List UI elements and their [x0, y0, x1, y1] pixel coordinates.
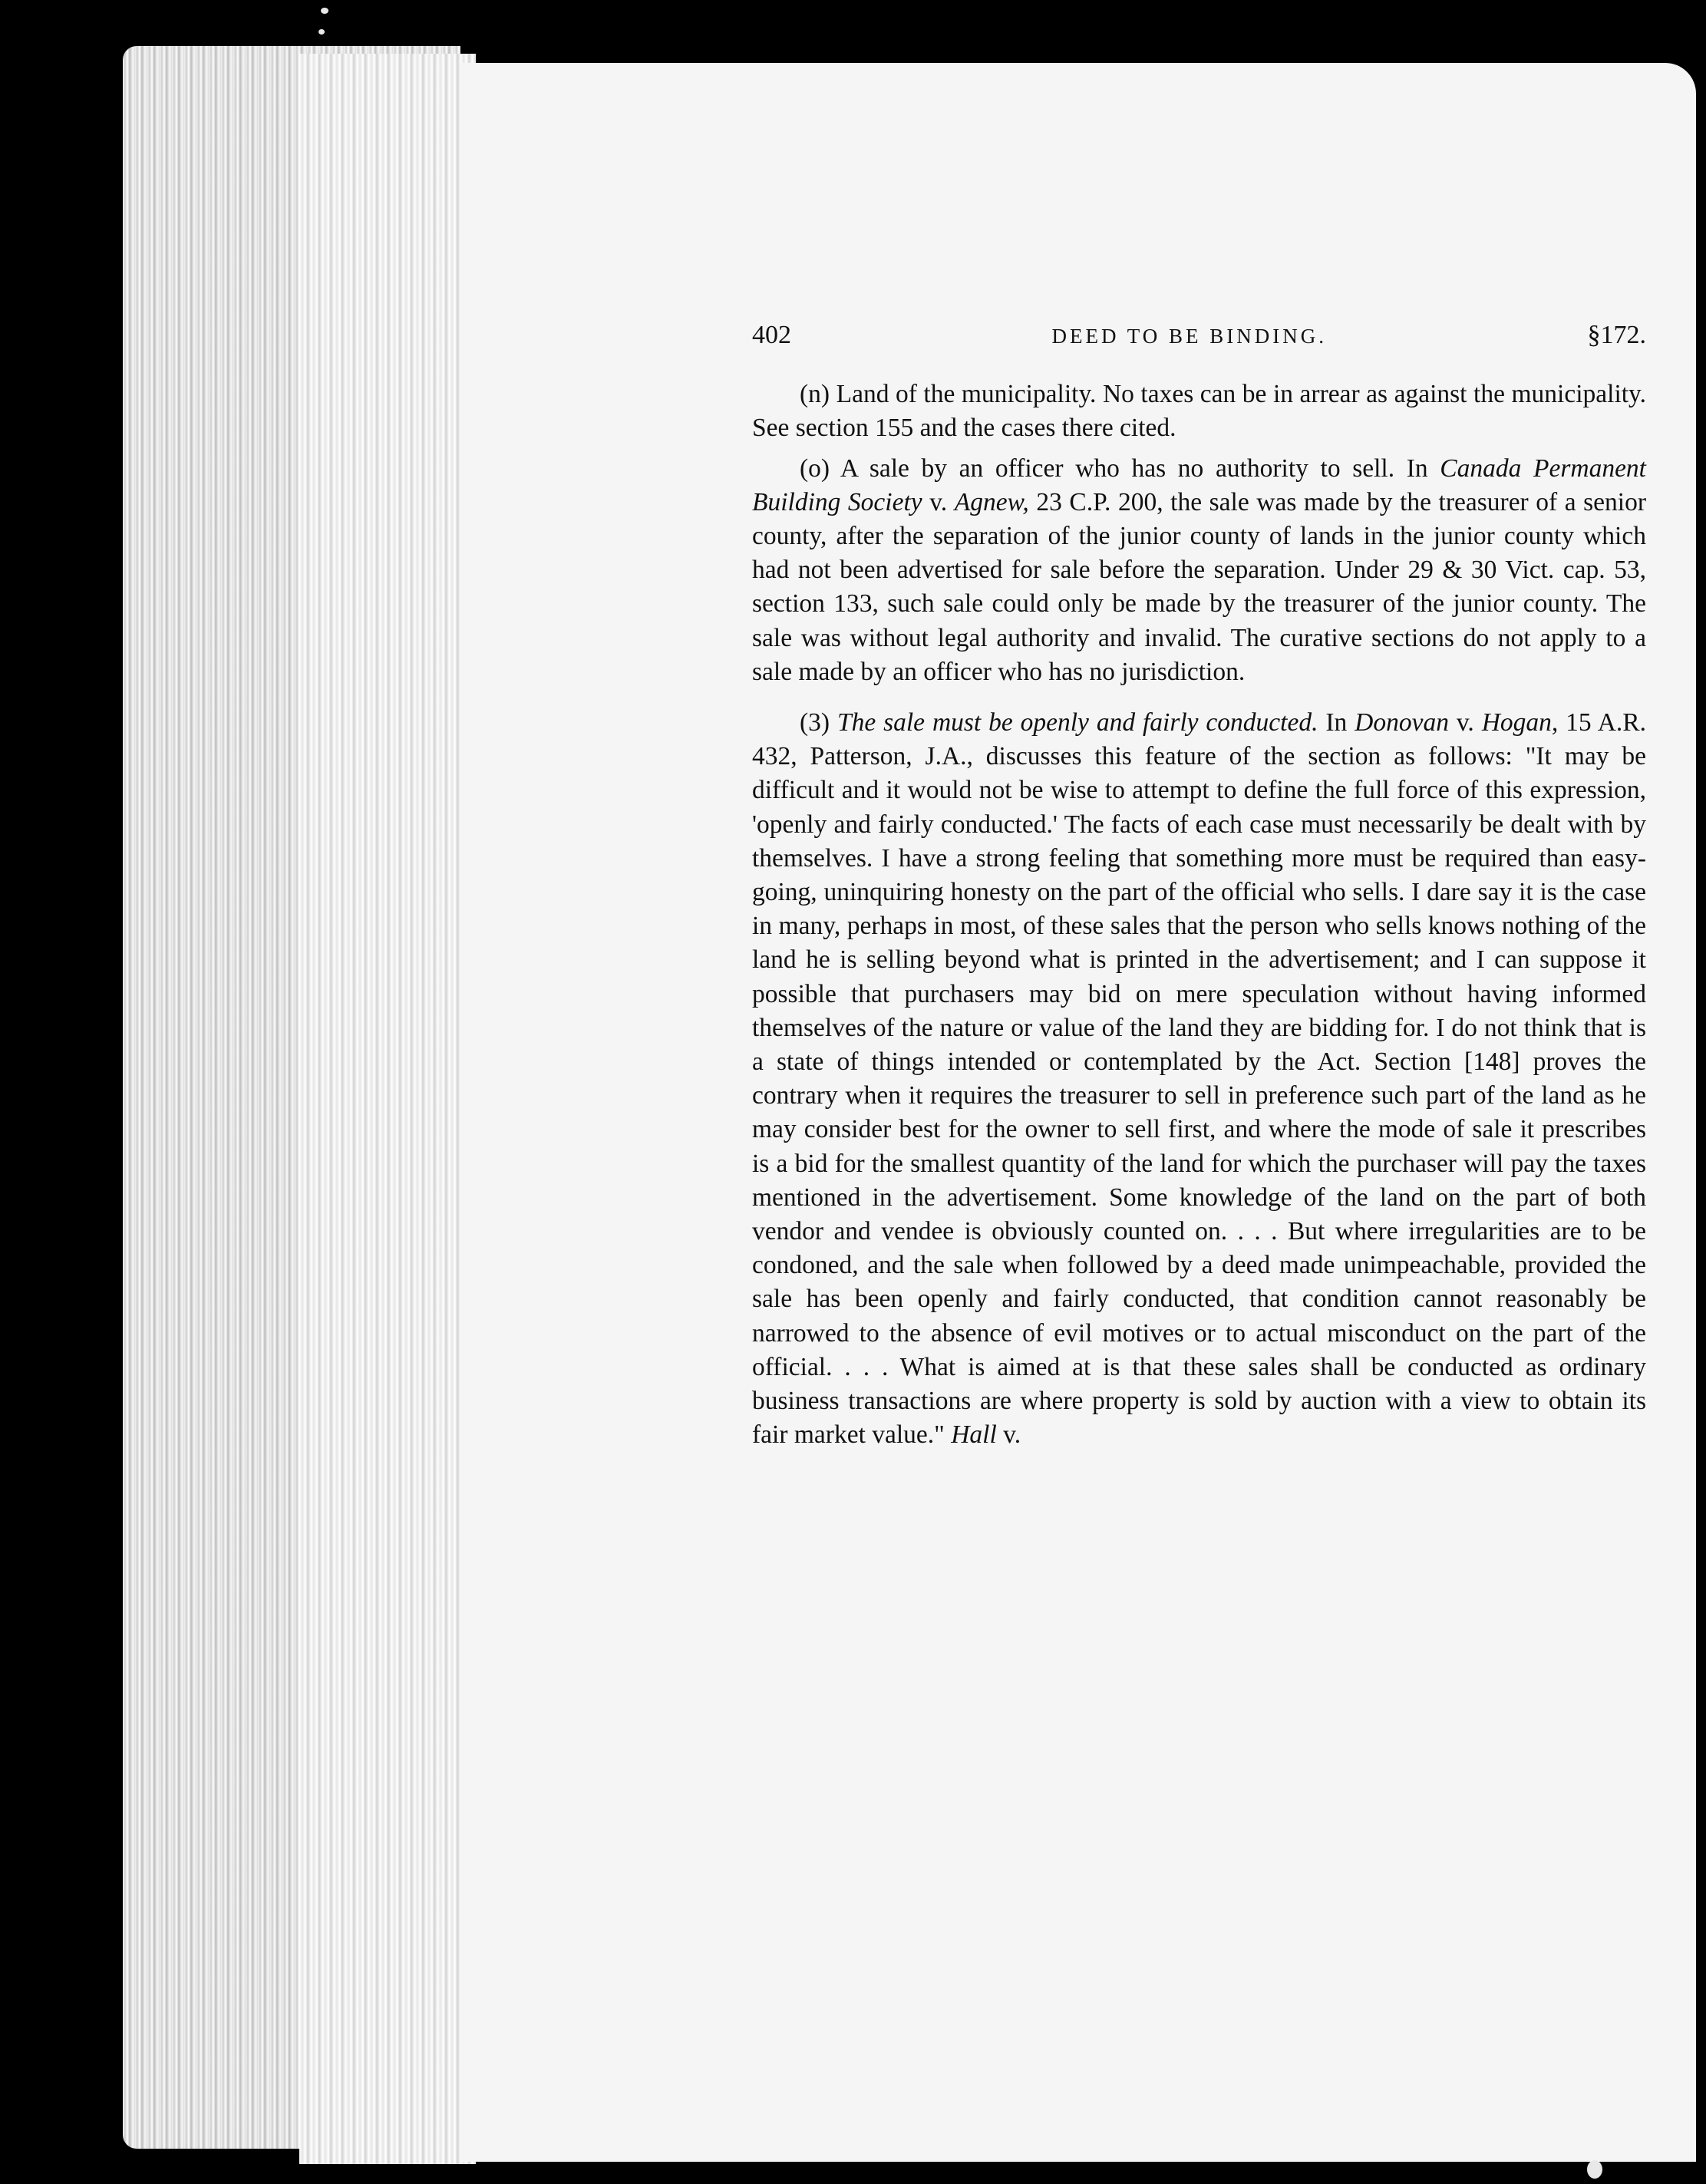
text-run: In	[1318, 708, 1355, 737]
page-stack-inner-edges	[299, 54, 476, 2164]
text-run: (n)	[800, 380, 837, 409]
case-name: Agnew,	[954, 487, 1029, 516]
paragraph-n	[752, 378, 1646, 445]
page-number: 402	[752, 321, 791, 349]
case-name: Hall	[951, 1420, 997, 1450]
text-run: 15 A.R. 432, Patterson, J.A., discusses this feature of the section as follows: "It may be difficult and it would not be wise to attempt to define the full force of this expression, 'openly and fairly conducted.' The facts of each case must necessarily be dealt with by themselves. I have a strong feeling that something more must be required than easy-going, uninquiring honesty on the part of the official who sells. I dare say it is the case in many, perhaps in most, of these sales that the person who sells knows nothing of the land he is selling beyond what is printed in the advertisement; and I can suppose it possible that purchasers may bid on mere speculation without having informed themselves of the nature or value of the land they are bidding for. I do not think that is a state of things intended or contemplated by the Act. Section [148] proves the contrary when it requires the treasurer to sell in preference such part of the land as he may consider best for the owner to sell first, and where the mode of sale it prescribes is a bid for the smallest quantity of the land for which the purchaser will pay the taxes mentioned in the advertisement. Some knowledge of the land on the part of both vendor and vendee is obviously counted on. . . . But where irregularities are to be condoned, and the sale when followed by a deed made unimpeachable, provided the sale has been openly and fairly conducted, that condition cannot reasonably be narrowed to the absence of evil motives or to actual misconduct on the part of the official. . . . What is aimed at is that these sales shall be conducted as ordinary business transactions are where property is sold by auction with a view to obtain its fair market value."	[752, 708, 1646, 1450]
text-run: v.	[996, 1420, 1021, 1450]
running-header	[752, 318, 1646, 353]
case-name: Canada Permanent Building Society	[752, 454, 1646, 516]
paragraph-o	[752, 452, 1646, 689]
paragraph-3	[752, 706, 1646, 1452]
page-text	[752, 318, 1646, 1459]
text-run: (o) A sale by an officer who has no authority to sell. In	[800, 454, 1440, 483]
running-title: DEED TO BE BINDING.	[1051, 325, 1327, 348]
section-heading: The sale must be openly and fairly conducted.	[837, 708, 1318, 737]
text-run: (3)	[800, 708, 837, 737]
text-run: v.	[922, 487, 955, 516]
text-run: 23 C.P. 200, the sale was made by the treasurer of a senior county, after the separation of the junior county of lands in the junior county which had not been advertised for sale before the separation. Under 29 & 30 Vict. cap. 53, section 133, such sale could only be made by the treasurer of the junior county. The sale was without legal authority and invalid. The curative sections do not apply to a sale made by an officer who has no jurisdiction.	[752, 487, 1647, 686]
dust-speck	[321, 8, 328, 14]
dust-speck	[318, 29, 325, 35]
dust-speck	[1587, 2160, 1602, 2179]
case-name: Donovan	[1355, 708, 1449, 737]
text-run: Land of the municipality. No taxes can be in arrear as against the municipality. See section 155 and the cases there cited.	[752, 380, 1647, 443]
case-name: Hogan,	[1481, 708, 1559, 737]
section-mark: §172.	[1587, 321, 1646, 349]
text-run: v.	[1448, 708, 1482, 737]
